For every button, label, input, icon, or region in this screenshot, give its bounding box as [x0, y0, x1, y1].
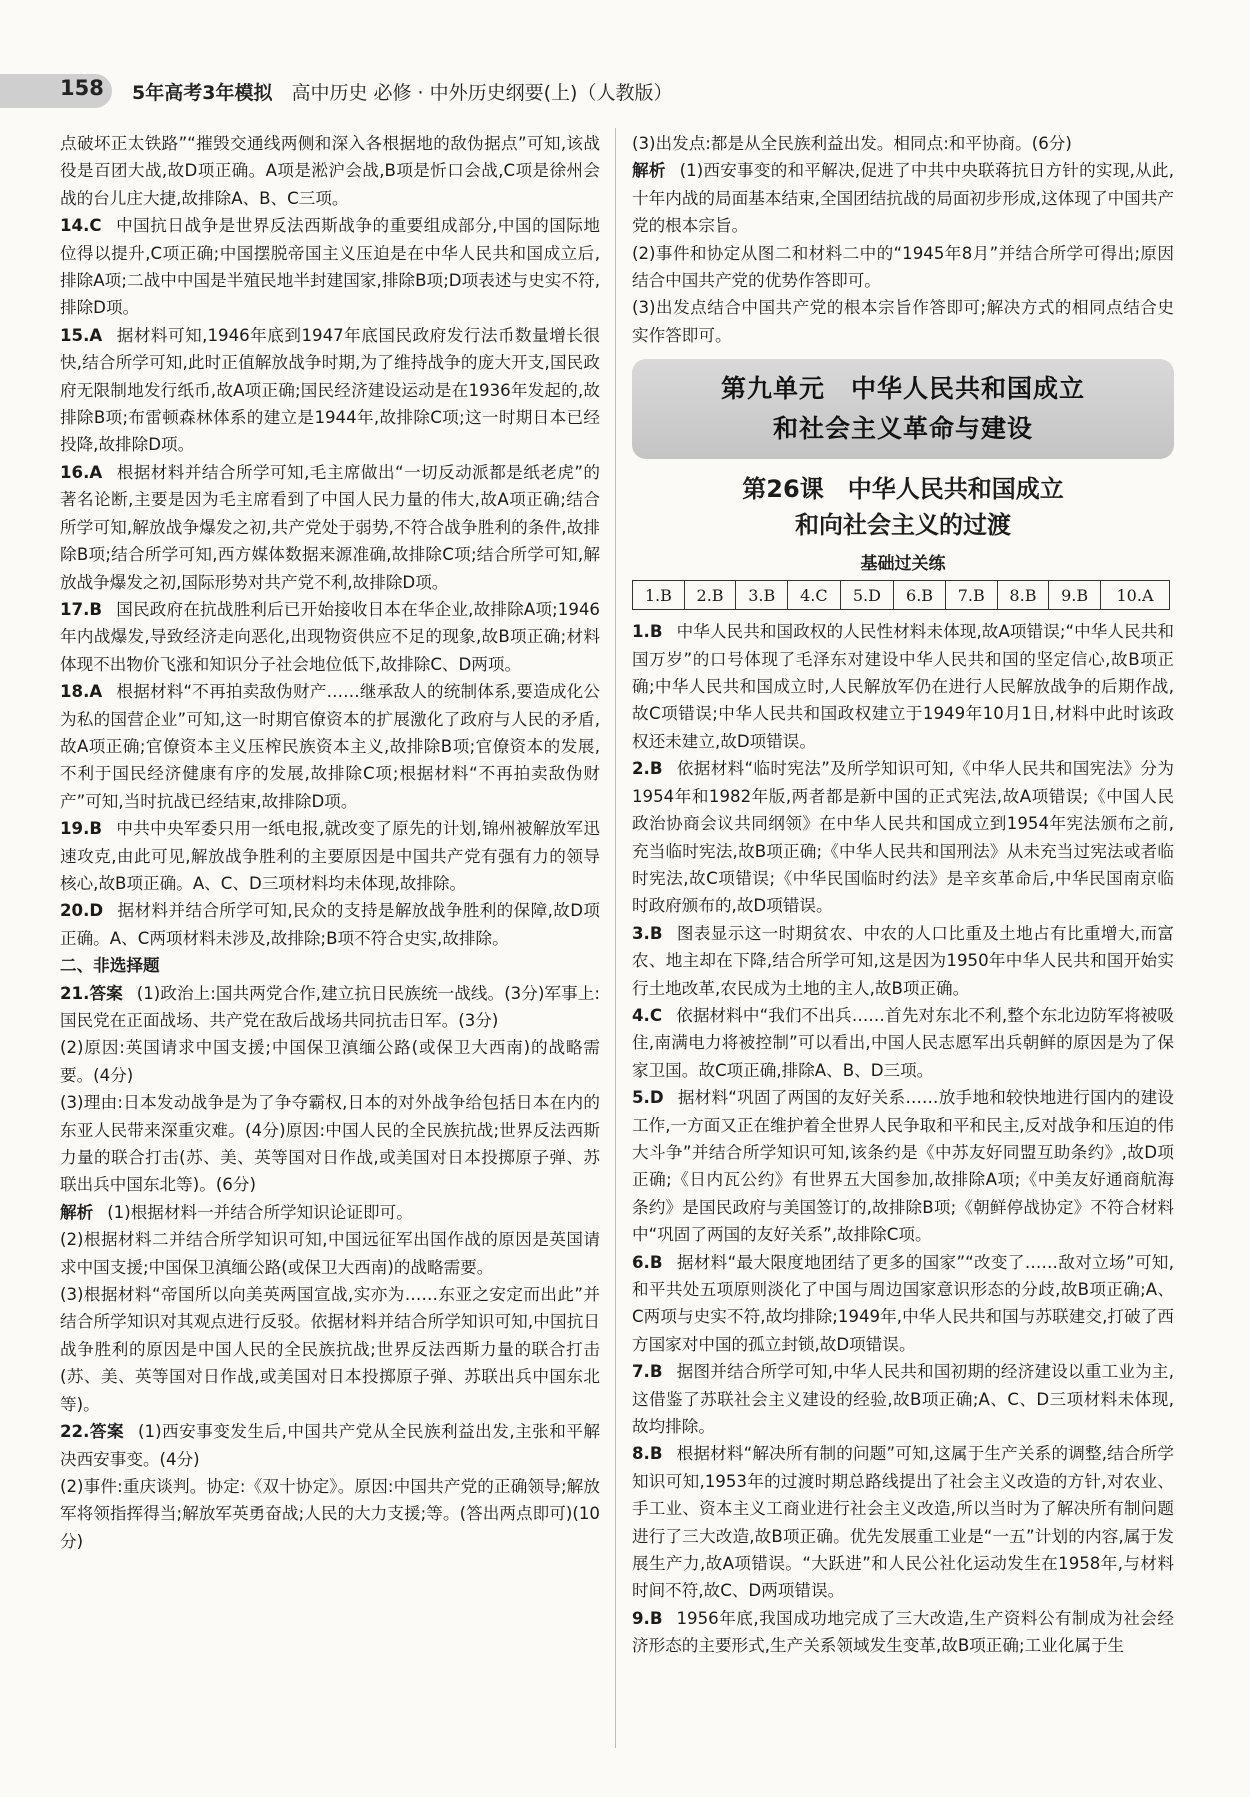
item-text: 据材料可知,1946年底到1947年底国民政府发行法币数量增长很快,结合所学可知,此时正值解放战争时期,为了维持战争的庞大开支,国民政府无限制地发行纸币,故A项正确;国民经济建设运动是在1936年发起的,故排除B项;布雷顿森林体系的建立是1944年,故排除C项;这一时期日本已经投降,故排除D项。	[60, 325, 600, 455]
right-column-explanations	[632, 618, 1174, 1659]
item-text: 据材料“最大限度地团结了更多的国家”“改变了……敌对立场”可知,和平共处五项原则淡化了中国与周边国家意识形态的分歧,故B项正确;A、C两项与史实不符,故均排除;1949年,中华人民共和国与苏联建交,打破了西方国家对中国的孤立封锁,故D项错误。	[632, 1252, 1174, 1354]
item-text: (3)理由:日本发动战争是为了争夺霸权,日本的对外战争给包括日本在内的东亚人民带来深重灾难。(4分)原因:中国人民的全民族抗战;世界反法西斯力量的联合打击(苏、美、英等国对日作战,或美国对日本投掷原子弹、苏联出兵中国东北等)。(6分)	[60, 1093, 600, 1195]
answer-item	[632, 618, 1174, 755]
item-text: 依据材料中“我们不出兵……首先对东北不利,整个东北边防军将被吸住,南满电力将被控制”可以看出,中国人民志愿军出兵朝鲜的原因是为了保家卫国。故C项正确,排除A、B、D三项。	[632, 1005, 1174, 1080]
page-header	[0, 70, 1250, 114]
lesson-title-line1: 第26课 中华人民共和国成立	[742, 475, 1064, 504]
lesson-title-line2: 和向社会主义的过渡	[795, 511, 1011, 540]
item-number: 6.B	[632, 1252, 663, 1272]
unit-banner	[632, 359, 1174, 459]
item-text: 据图并结合所学可知,中华人民共和国初期的经济建设以重工业为主,这借鉴了苏联社会主义建设的经验,故B项正确;A、C、D三项材料未体现,故均排除。	[632, 1362, 1174, 1437]
answer-key-cell: 5.D	[840, 581, 894, 610]
item-number: 解析	[632, 161, 666, 181]
answer-item	[632, 130, 1174, 157]
item-text: (1)西安事变的和平解决,促进了中共中央联蒋抗日方针的实现,从此,十年内战的局面基本结束,全国团结抗战的局面初步形成,这体现了中国共产党的根本宗旨。	[632, 161, 1175, 236]
series-name: 5年高考3年模拟	[132, 82, 273, 104]
answer-key-cell: 8.B	[997, 581, 1049, 610]
item-number: 1.B	[632, 622, 663, 642]
item-number: 5.D	[632, 1088, 664, 1108]
item-number: 16.A	[60, 462, 103, 482]
item-text: 依据材料“临时宪法”及所学知识可知,《中华人民共和国宪法》分为1954年和1982年版,两者都是新中国的正式宪法,故A项错误;《中国人民政治协商会议共同纲领》在中华人民共和国成立到1954年宪法颁布之前,充当临时宪法,故B项正确;《中华人民共和国刑法》从未充当过宪法或者临时宪法,故C项错误;《中华民国临时约法》是辛亥革命后,中华民国南京临时政府颁布的,故D项错误。	[632, 759, 1174, 916]
page-number: 158	[60, 76, 104, 100]
answer-item	[60, 212, 600, 322]
answer-item	[632, 1358, 1174, 1440]
answer-item	[632, 294, 1174, 349]
item-text: (1)政治上:国共两党合作,建立抗日民族统一战线。(3分)军事上:国民党在正面战场、共产党在敌后战场共同抗击日军。(3分)	[60, 983, 600, 1030]
answer-key-cell: 4.C	[788, 581, 841, 610]
section-heading: 二、非选择题	[60, 956, 160, 976]
answer-key-row	[633, 581, 1170, 610]
item-number: 22.答案	[60, 1422, 125, 1442]
answer-item	[632, 920, 1174, 1002]
answer-item	[632, 755, 1174, 919]
item-number: 18.A	[60, 682, 103, 702]
item-number: 解析	[60, 1202, 94, 1222]
answer-item	[60, 678, 600, 815]
answer-key-cell: 2.B	[684, 581, 736, 610]
item-number: 7.B	[632, 1362, 663, 1382]
item-text: (3)出发点:都是从全民族利益出发。相同点:和平协商。(6分)	[632, 134, 1072, 153]
item-number: 17.B	[60, 599, 103, 619]
answer-item	[632, 1249, 1174, 1359]
answer-item	[60, 897, 600, 952]
answer-item	[632, 1440, 1174, 1604]
item-number: 8.B	[632, 1444, 663, 1464]
answer-item	[60, 1226, 600, 1281]
item-text: 中华人民共和国政权的人民性材料未体现,故A项错误;“中华人民共和国万岁”的口号体现了毛泽东对建设中华人民共和国的坚定信心,故B项正确;中华人民共和国成立时,人民解放军仍在进行人民解放战争的后期作战,故C项错误;中华人民共和国政权建立于1949年10月1日,材料中此时该政权还未建立,故D项错误。	[632, 622, 1174, 751]
answer-item	[60, 980, 600, 1035]
answer-item	[60, 459, 600, 596]
answer-item	[60, 1199, 600, 1226]
item-text: (1)西安事变发生后,中国共产党从全民族利益出发,主张和平解决西安事变。(4分)	[60, 1422, 600, 1469]
subject-name: 高中历史 必修 · 中外历史纲要(上)（人教版）	[291, 82, 673, 104]
item-text: 1956年底,我国成功地完成了三大改造,生产资料公有制成为社会经济形态的主要形式,生产关系领域发生变革,故B项正确;工业化属于生	[632, 1608, 1174, 1656]
item-number: 2.B	[632, 759, 663, 779]
answer-item	[632, 240, 1174, 295]
answer-item	[60, 1089, 600, 1199]
item-text: (2)事件:重庆谈判。协定:《双十协定》。原因:中国共产党的正确领导;解放军将领指挥得当;解放军英勇奋战;人民的大力支援;等。(答出两点即可)(10分)	[60, 1476, 600, 1551]
item-number: 9.B	[632, 1608, 663, 1628]
answer-key-cell: 9.B	[1049, 581, 1101, 610]
item-text: (2)事件和协定从图二和材料二中的“1945年8月”并结合所学可得出;原因结合中国共产党的优势作答即可。	[632, 243, 1174, 291]
unit-title-line2: 和社会主义革命与建设	[772, 414, 1033, 444]
answer-item	[60, 1418, 600, 1473]
item-number: 4.C	[632, 1005, 663, 1025]
item-text: (3)根据材料“帝国所以向美英两国宣战,实亦为……东亚之安定而出此”并结合所学知识对其观点进行反驳。依据材料并结合所学知识可知,中国抗日战争胜利的原因是中国人民的全民族抗战;世界反法西斯力量的联合打击(苏、美、英等国对日作战,或美国对日本投掷原子弹、苏联出兵中国东北等)。	[60, 1285, 600, 1414]
answer-item	[632, 1084, 1174, 1248]
answer-key-cell: 3.B	[736, 581, 788, 610]
item-text: 国民政府在抗战胜利后已开始接收日本在华企业,故排除A项;1946年内战爆发,导致经济走向恶化,出现物资供应不足的现象,故B项正确;材料体现不出物价飞涨和知识分子社会地位低下,故排除C、D两项。	[60, 599, 600, 674]
answer-item	[60, 1034, 600, 1089]
book-title	[132, 78, 672, 105]
item-number: 3.B	[632, 923, 663, 943]
answer-item	[60, 815, 600, 897]
answer-item	[60, 322, 600, 459]
answer-item	[632, 1002, 1174, 1084]
item-text: (2)根据材料二并结合所学知识可知,中国远征军出国作战的原因是英国请求中国支援;中国保卫滇缅公路(或保卫大西南)的战略需要。	[60, 1230, 600, 1277]
item-text: 根据材料“解决所有制的问题”可知,这属于生产关系的调整,结合所学知识可知,1953年的过渡时期总路线提出了社会主义改造的方针,对农业、手工业、资本主义工商业进行社会主义改造,所以当时为了解决所有制问题进行了三大改造,故B项正确。优先发展重工业是“一五”计划的内容,属于发展生产力,故A项错误。“大跃进”和人民公社化运动发生在1958年,与材料时间不符,故C、D两项错误。	[632, 1444, 1174, 1601]
lesson-title	[632, 471, 1174, 543]
item-text: 中共中央军委只用一纸电报,就改变了原先的计划,锦州被解放军迅速攻克,由此可见,解放战争胜利的主要原因是中国共产党有强有力的领导核心,故B项正确。A、C、D三项材料均未体现,故排除。	[60, 819, 600, 893]
item-text: (2)原因:英国请求中国支援;中国保卫滇缅公路(或保卫大西南)的战略需要。(4分)	[60, 1038, 600, 1085]
answer-key-cell: 7.B	[945, 581, 997, 610]
right-column-continued-answers	[632, 130, 1174, 349]
item-text: 点破坏正太铁路”“摧毁交通线两侧和深入各根据地的敌伪据点”可知,该战役是百团大战,故D项正确。A项是淞沪会战,B项是忻口会战,C项是徐州会战的台儿庄大捷,故排除A、B、C三项。	[60, 134, 600, 208]
answer-key-table	[632, 580, 1170, 610]
item-text: 根据材料并结合所学可知,毛主席做出“一切反动派都是纸老虎”的著名论断,主要是因为毛主席看到了中国人民力量的伟大,故A项正确;结合所学可知,解放战争爆发之初,共产党处于弱势,不符合战争胜利的条件,故排除B项;结合所学可知,西方媒体数据来源准确,故排除C项;结合所学可知,解放战争爆发之初,国际形势对共产党不利,故排除D项。	[60, 462, 600, 592]
item-text: 中国抗日战争是世界反法西斯战争的重要组成部分,中国的国际地位得以提升,C项正确;中国摆脱帝国主义压迫是在中华人民共和国成立后,排除A项;二战中中国是半殖民地半封建国家,排除B项;D项表述与史实不符,排除D项。	[60, 216, 600, 318]
column-divider	[615, 128, 616, 1748]
unit-title-line1: 第九单元 中华人民共和国成立	[720, 374, 1085, 404]
answer-item	[632, 157, 1174, 239]
item-text: 据材料并结合所学可知,民众的支持是解放战争胜利的保障,故D项正确。A、C两项材料未涉及,故排除;B项不符合史实,故排除。	[60, 901, 600, 948]
item-number: 20.D	[60, 901, 104, 921]
answer-item	[60, 1281, 600, 1418]
item-text: (1)根据材料一并结合所学知识论证即可。	[107, 1202, 413, 1222]
item-text: 根据材料“不再拍卖敌伪财产……继承敌人的统制体系,要造成化公为私的国营企业”可知,这一时期官僚资本的扩展激化了政府与人民的矛盾,故A项正确;官僚资本主义压榨民族资本主义,故排除B项;官僚资本的发展,不利于国民经济健康有序的发展,故排除C项;根据材料“不再拍卖敌伪财产”可知,当时抗战已经结束,故排除D项。	[60, 682, 600, 811]
answer-item	[60, 596, 600, 678]
item-number: 15.A	[60, 325, 103, 345]
right-column	[632, 130, 1174, 1660]
item-number: 19.B	[60, 819, 103, 839]
answer-item	[60, 1473, 600, 1555]
section-subheading: 基础过关练	[860, 554, 946, 575]
answer-key-cell: 6.B	[894, 581, 946, 610]
answer-key-cell: 1.B	[633, 581, 685, 610]
answer-item	[60, 130, 600, 212]
answer-key-cell: 10.A	[1101, 581, 1170, 610]
item-text: 据材料“巩固了两国的友好关系……放手地和较快地进行国内的建设工作,一方面又正在维护着全世界人民争取和平和民主,反对战争和压迫的伟大斗争”并结合所学知识可知,该条约是《中苏友好同盟互助条约》,故D项正确;《日内瓦公约》有世界五大国参加,故排除A项;《中美友好通商航海条约》是国民政府与美国签订的,故排除B项;《朝鲜停战协定》不符合材料中“巩固了两国的友好关系”,故排除C项。	[632, 1088, 1174, 1245]
item-number: 14.C	[60, 216, 102, 236]
answer-item	[632, 1605, 1174, 1660]
left-column	[60, 130, 600, 1555]
item-text: 图表显示这一时期贫农、中农的人口比重及土地占有比重增大,而富农、地主却在下降,结合所学可知,这是因为1950年中华人民共和国开始实行土地改革,农民成为土地的主人,故B项正确。	[632, 923, 1174, 998]
item-text: (3)出发点结合中国共产党的根本宗旨作答即可;解决方式的相同点结合史实作答即可。	[632, 298, 1174, 345]
item-number: 21.答案	[60, 983, 123, 1003]
